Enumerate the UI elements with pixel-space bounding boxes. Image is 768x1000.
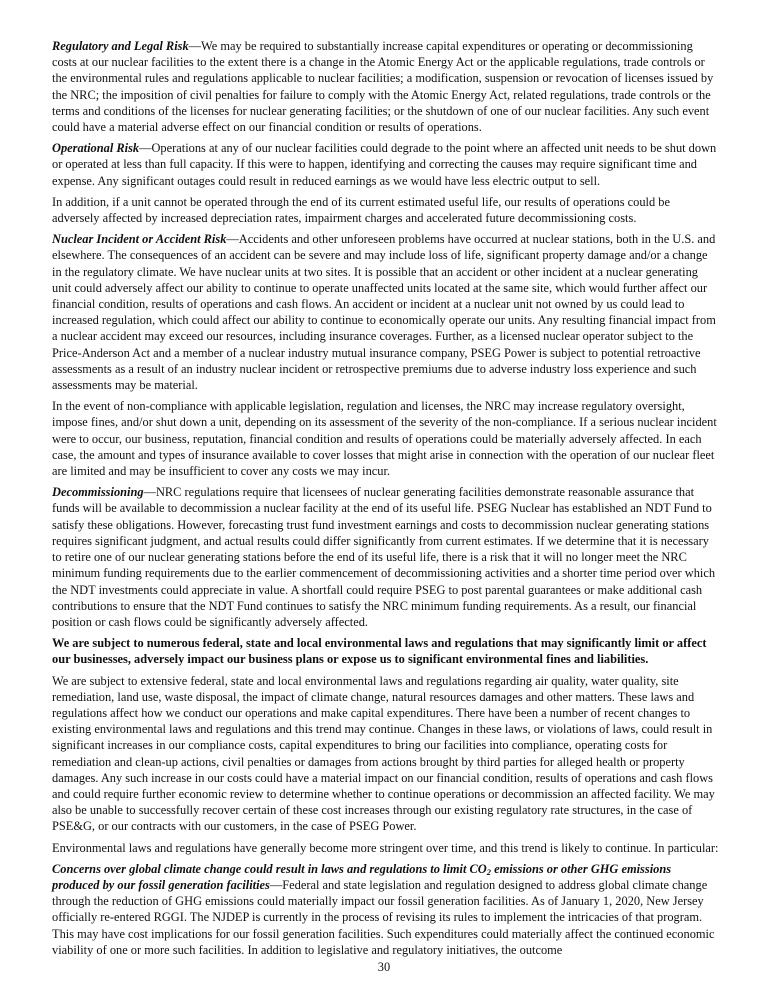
environmental-risk-heading: We are subject to numerous federal, state and local environmental laws and regulations that may significantly limit or affect our businesses, adversely impact our business plans or expose us to significant environmental fines and liabilities. [52, 636, 707, 667]
heading-regulatory-risk: Regulatory and Legal Risk [52, 39, 189, 53]
paragraph-operational-risk [52, 140, 720, 189]
paragraph-regulatory-risk [52, 38, 720, 135]
heading-climate-change-part1: Concerns over global climate change could result in laws and regulations to limit CO [52, 861, 487, 876]
paragraph-climate-change [52, 861, 720, 958]
heading-decommissioning: Decommissioning [52, 485, 144, 500]
body-climate-change: —Federal and state legislation and regulation designed to address global climate change through the reduction of GHG emissions could materially impact our fossil generation facilities. As of January 1, 2020, New Jersey officially re-entered RGGI. The NJDEP is currently in the process of revising its rules to implement the intricacies of that program. This may have cost implications for our fossil generation facilities. Such expenditures could materially affect the continued economic viability of one or more such facilities. In addition to legislative and regulatory initiatives, the outcome [52, 877, 715, 957]
heading-operational-risk: Operational Risk [52, 141, 140, 156]
paragraph-environmental-laws: We are subject to extensive federal, state and local environmental laws and regulations regarding air quality, water quality, site remediation, land use, waste disposal, the impact of climate change, natural resources damages and other matters. These laws and regulations affect how we conduct our operations and make capital expenditures. There have been a number of recent changes to existing environmental laws and regulations and this trend may continue. Changes in these laws, or violations of laws, could result in significant increases in our compliance costs, capital expenditures to bring our facilities into compliance, operating costs for remediation and clean-up actions, civil penalties or damages from actions brought by third parties for alleged health or property damages. Any such increase in our costs could have a material impact on our financial condition, results of operations and cash flows and could require further economic review to determine whether to continue operations or decommission an affected facility. We may also be unable to successfully recover certain of these cost increases through our existing regulatory rate structures, in the case of PSE&G, or our contracts with our customers, in the case of PSEG Power. [52, 673, 715, 834]
heading-nuclear-incident: Nuclear Incident or Accident Risk [52, 232, 227, 247]
paragraph-useful-life: In addition, if a unit cannot be operated through the end of its current estimated useful life, our results of operations could be adversely affected by increased depreciation rates, impairment charges and accelerated future decommissioning costs. [52, 194, 670, 226]
co2-subscript: 2 [486, 866, 491, 877]
paragraph-stringent: Environmental laws and regulations have generally become more stringent over time, and this trend is likely to continue. In particular: [52, 840, 719, 855]
body-decommissioning: —NRC regulations require that licensees of nuclear generating facilities demonstrate reasonable assurance that funds will be available to decommission a nuclear facility at the end of its useful life. PSEG Nuclear has established an NDT Fund to satisfy these obligations. However, forecasting trust fund investment earnings and costs to decommission nuclear generating stations requires significant judgment, and actual results could differ significantly from current estimates. If we determine that it is necessary to retire one of our nuclear generating stations before the end of its useful life, there is a risk that it will no longer meet the NRC minimum funding requirements due to the earlier commencement of decommissioning activities and a shorter time period over which the NDT investments could appreciate in value. A shortfall could require PSEG to post parental guarantees or make additional cash contributions to ensure that the NDT Fund continues to satisfy the NRC minimum funding requirements. As a result, our financial position or cash flows could be significantly adversely affected. [52, 485, 716, 629]
page-number: 30 [377, 960, 391, 974]
paragraph-decommissioning [52, 484, 720, 630]
document-page [52, 38, 720, 963]
body-nuclear-incident: —Accidents and other unforeseen problems have occurred at nuclear stations, both in the U.S. and elsewhere. The consequences of an accident can be severe and may include loss of life, significant property damage and/or a change in the regulatory climate. We have nuclear units at two sites. It is possible that an accident or other incident at a nuclear generating unit could adversely affect our ability to continue to operate unaffected units located at the same site, which would further affect our financial condition, results of operations and cash flows. An accident or incident at a nuclear unit not owned by us could lead to increased regulation, which could affect our ability to continue to economically operate our units. Any resulting financial impact from a nuclear accident may exceed our resources, including insurance coverages. Further, as a licensed nuclear operator subject to the Price-Anderson Act and a member of a nuclear industry mutual insurance company, PSEG Power is subject to potential retroactive assessments as a result of an industry nuclear incident or retrospective premiums due to adverse industry loss experience and such assessments may be material. [52, 232, 716, 393]
paragraph-non-compliance: In the event of non-compliance with applicable legislation, regulation and licenses, the NRC may increase regulatory oversight, impose fines, and/or shut down a unit, depending on its assessment of the severity of the non-compliance. If a serious nuclear incident were to occur, our business, reputation, financial condition and results of operations could be materially adversely affected. In each case, the amount and types of insurance available to cover losses that might arise in connection with the operation of our nuclear fleet are limited and may be insufficient to cover any costs we may incur. [52, 399, 717, 479]
body-regulatory-risk: —We may be required to substantially increase capital expenditures or operating or decommissioning costs at our nuclear facilities to the extent there is a change in the Atomic Energy Act or the applicable regulations, trade controls or the environmental rules and regulations applicable to nuclear facilities; a modification, suspension or revocation of licenses issued by the NRC; the imposition of civil penalties for failure to comply with the Atomic Energy Act, related regulations, trade controls or the terms and conditions of the licenses for nuclear generating facilities; or the shutdown of one of our nuclear facilities. Any such event could have a material adverse effect on our financial condition or results of operations. [52, 39, 714, 135]
heading-climate-change-part2: emissions or other GHG emissions produced by our fossil generation facilities [52, 861, 672, 892]
paragraph-nuclear-incident [52, 231, 720, 393]
body-operational-risk: —Operations at any of our nuclear facilities could degrade to the point where an affected unit needs to be shut down or operated at less than full capacity. If this were to happen, identifying and correcting the causes may require significant time and expense. Any significant outages could result in reduced earnings as we would have less electric output to sell. [52, 141, 717, 188]
